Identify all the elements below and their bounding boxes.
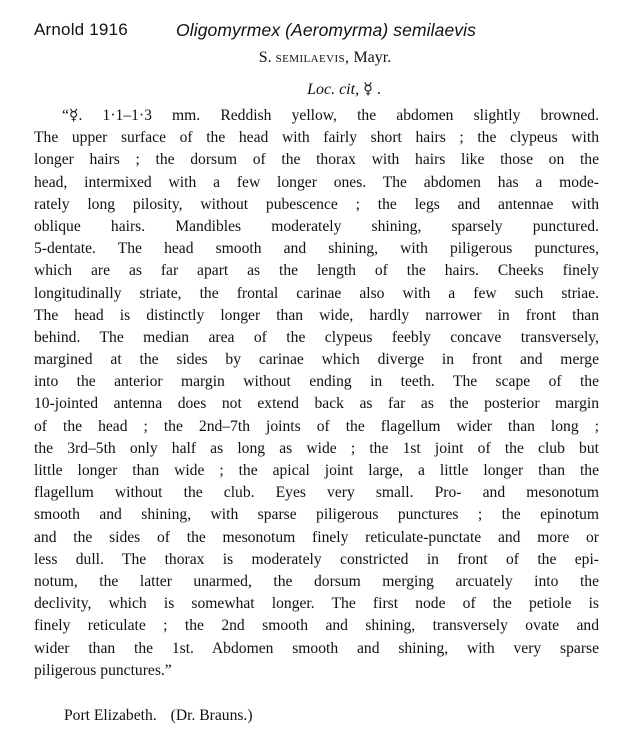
description-line: less dull. The thorax is moderately constricted in front of the epi- — [34, 550, 599, 568]
loc-cit-text: Loc. cit, — [307, 81, 360, 98]
description-line: little longer than wide ; the apical joint large, a little longer than the — [34, 462, 599, 479]
species-heading — [0, 49, 628, 67]
description-line: declivity, which is somewhat longer. The first node of the petiole is — [34, 595, 599, 613]
locality-line — [64, 707, 253, 725]
description-line: 10-jointed antenna does not extend back as far as the posterior margin — [34, 395, 599, 413]
description-line: The upper surface of the head with fairly short hairs ; the clypeus with — [34, 129, 599, 147]
description-line: and the sides of the mesonotum finely reticulate-punctate and more or — [34, 528, 599, 546]
description-line: oblique hairs. Mandibles moderately shining, sparsely punctured. — [34, 217, 599, 235]
description-line: “☿. 1·1–1·3 mm. Reddish yellow, the abdomen slightly browned. — [62, 107, 599, 124]
description-line: head, intermixed with a few longer ones. The abdomen has a mode- — [34, 173, 599, 191]
description-line: flagellum without the club. Eyes very small. Pro- and mesonotum — [34, 484, 599, 502]
description-line: margined at the sides by carinae which diverge in front and merge — [34, 351, 599, 369]
description-line: finely reticulate ; the 2nd smooth and shining, transversely ovate and — [34, 617, 599, 635]
description-line: into the anterior margin without ending in teeth. The scape of the — [34, 373, 599, 391]
header-taxon-name: Oligomyrmex (Aeromyrma) semilaevis — [176, 20, 476, 40]
description-line: The head is distinctly longer than wide, hardly narrower in front than — [34, 306, 599, 324]
description-line: longitudinally striate, the frontal carinae also with a few such striae. — [34, 284, 599, 302]
description-line: which are as far apart as the length of the hairs. Cheeks finely — [34, 262, 599, 280]
description-line: of the head ; the 2nd–7th joints of the flagellum wider than long ; — [34, 417, 599, 435]
description-line: smooth and shining, with sparse piligerous punctures ; the epinotum — [34, 506, 599, 524]
description-line: rately long pilosity, without pubescence ; the legs and antennae with — [34, 195, 599, 213]
description-line: 5-dentate. The head smooth and shining, with piligerous punctures, — [34, 240, 599, 258]
description-line: piligerous punctures.” — [34, 661, 172, 679]
species-authority: Mayr. — [353, 49, 392, 66]
description-line: wider than the 1st. Abdomen smooth and shining, with very sparse — [34, 639, 599, 657]
locality-place: Port Elizabeth. — [64, 707, 157, 724]
description-line: longer hairs ; the dorsum of the thorax with hairs like those on the — [34, 151, 599, 169]
species-description — [34, 105, 599, 682]
species-epithet: semilaevis, — [275, 49, 350, 66]
loc-cit-line — [0, 79, 628, 99]
worker-symbol: ☿ . — [363, 81, 381, 98]
description-line: behind. The median area of the clypeus feebly concave transversely, — [34, 328, 599, 346]
species-genus-abbrev: S. — [258, 49, 272, 66]
description-line: notum, the latter unarmed, the dorsum merging arcuately into the — [34, 572, 599, 590]
description-line: the 3rd–5th only half as long as wide ; the 1st joint of the club but — [34, 439, 599, 457]
header-author-year: Arnold 1916 — [34, 20, 128, 39]
locality-collector: (Dr. Brauns.) — [170, 707, 253, 724]
